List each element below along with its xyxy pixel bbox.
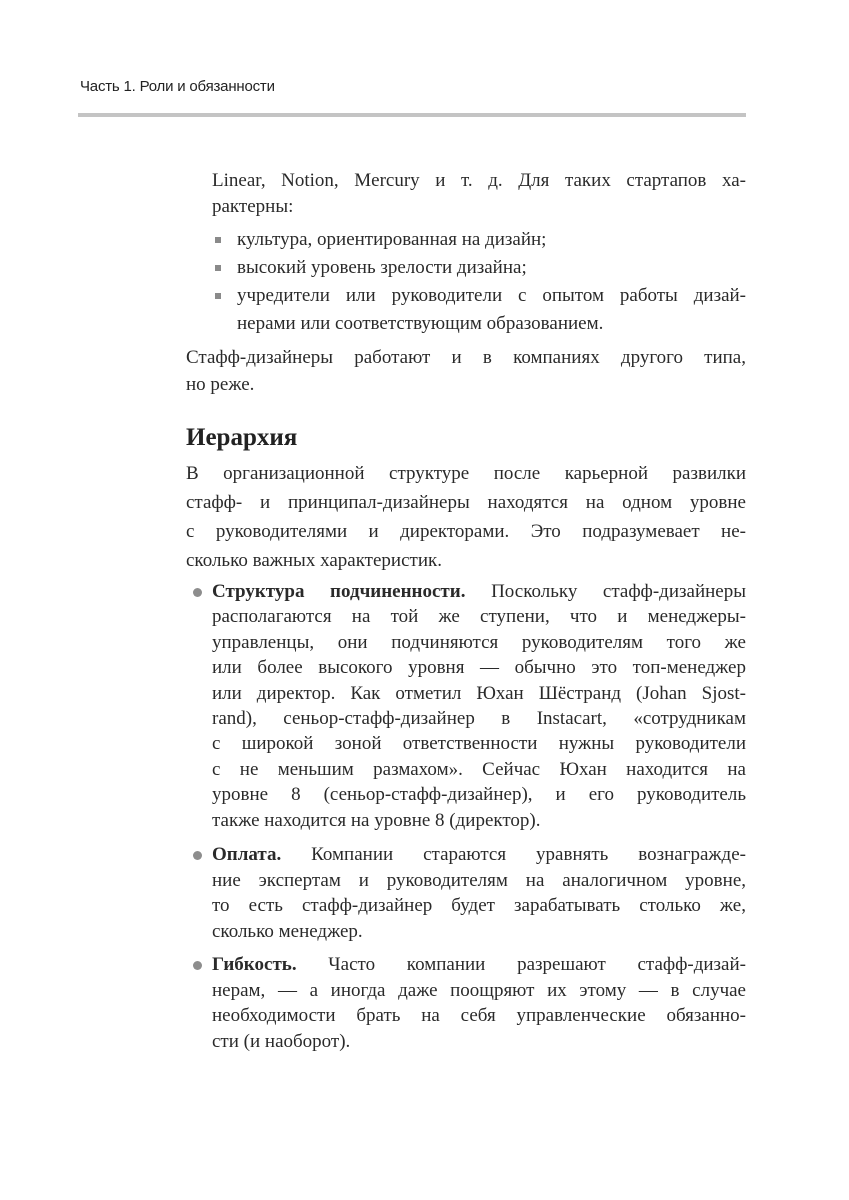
round-bullet-icon	[193, 851, 202, 860]
text-line: высокий уровень зрелости дизайна;	[237, 257, 527, 278]
text-line: уровне 8 (сеньор-стафф-дизайнер), и его руководитель	[212, 784, 746, 806]
list-item	[237, 254, 746, 282]
square-bullet-list	[237, 226, 746, 338]
text-line: или директор. Как отметил Юхан Шёстранд (Johan Sjost-	[212, 682, 746, 704]
text-line: но реже.	[186, 374, 255, 395]
item-lead: Оплата.	[212, 844, 282, 865]
text-line: учредители или руководители с опытом работы дизай-	[237, 285, 746, 306]
text-line: сколько менеджер.	[212, 920, 363, 942]
item-lead: Гибкость.	[212, 954, 297, 975]
text-line: Linear, Notion, Mercury и т. д. Для таких стартапов ха-	[212, 170, 746, 191]
text-line: необходимости брать на себя управленческие обязанно-	[212, 1005, 746, 1026]
text-line: с руководителями и директорами. Это подразумевает не-	[186, 521, 746, 542]
item-lead: Структура подчиненности.	[212, 581, 466, 602]
text-line: В организационной структуре после карьерной развилки	[186, 463, 746, 484]
text-line: нерам, — а иногда даже поощряют их этому — в случае	[212, 979, 746, 1001]
header-rule	[78, 113, 746, 117]
text-line: рактерны:	[212, 196, 294, 217]
text-line: управленцы, они подчиняются руководителям того же	[212, 631, 746, 653]
text-line: Поскольку стафф-дизайнеры	[465, 581, 746, 602]
text-line: Компании стараются уравнять вознагражде-	[281, 844, 746, 865]
square-bullet-icon	[215, 293, 221, 299]
running-header: Часть 1. Роли и обязанности	[80, 78, 275, 95]
round-bullet-icon	[193, 961, 202, 970]
text-line: нерами или соответствующим образованием.	[237, 313, 604, 334]
text-line: сти (и наоборот).	[212, 1030, 351, 1052]
section-intro-paragraph	[186, 459, 746, 575]
round-bullet-icon	[193, 588, 202, 597]
paragraph	[186, 344, 746, 398]
text-line: или более высокого уровня — обычно это топ-менеджер	[212, 657, 746, 679]
text-line: с не меньшим размахом». Сейчас Юхан находится на	[212, 758, 746, 780]
list-item	[237, 282, 746, 338]
text-line: rand), сеньор-стафф-дизайнер в Instacart, «сотрудникам	[212, 708, 746, 730]
list-item	[237, 226, 746, 254]
text-line: также находится на уровне 8 (директор).	[212, 809, 541, 831]
list-item-flexibility	[212, 952, 746, 1054]
square-bullet-icon	[215, 265, 221, 271]
text-line: Часто компании разрешают стафф-дизай-	[296, 954, 746, 975]
square-bullet-icon	[215, 237, 221, 243]
text-line: то есть стафф-дизайнер будет зарабатывать столько же,	[212, 895, 746, 916]
intro-paragraph	[212, 168, 746, 220]
text-line: с широкой зоной ответственности нужны руководители	[212, 733, 746, 755]
text-line: сколько важных характеристик.	[186, 550, 442, 571]
section-heading: Иерархия	[186, 424, 298, 451]
text-line: Стафф-дизайнеры работают и в компаниях другого типа,	[186, 347, 746, 368]
list-item-compensation	[212, 842, 746, 944]
text-line: ние экспертам и руководителям на аналогичном уровне,	[212, 869, 746, 891]
text-line: культура, ориентированная на дизайн;	[237, 229, 547, 250]
text-line: располагаются на той же ступени, что и менеджеры-	[212, 606, 746, 628]
text-line: стафф- и принципал-дизайнеры находятся на одном уровне	[186, 492, 746, 513]
list-item-reporting-structure	[212, 579, 746, 833]
